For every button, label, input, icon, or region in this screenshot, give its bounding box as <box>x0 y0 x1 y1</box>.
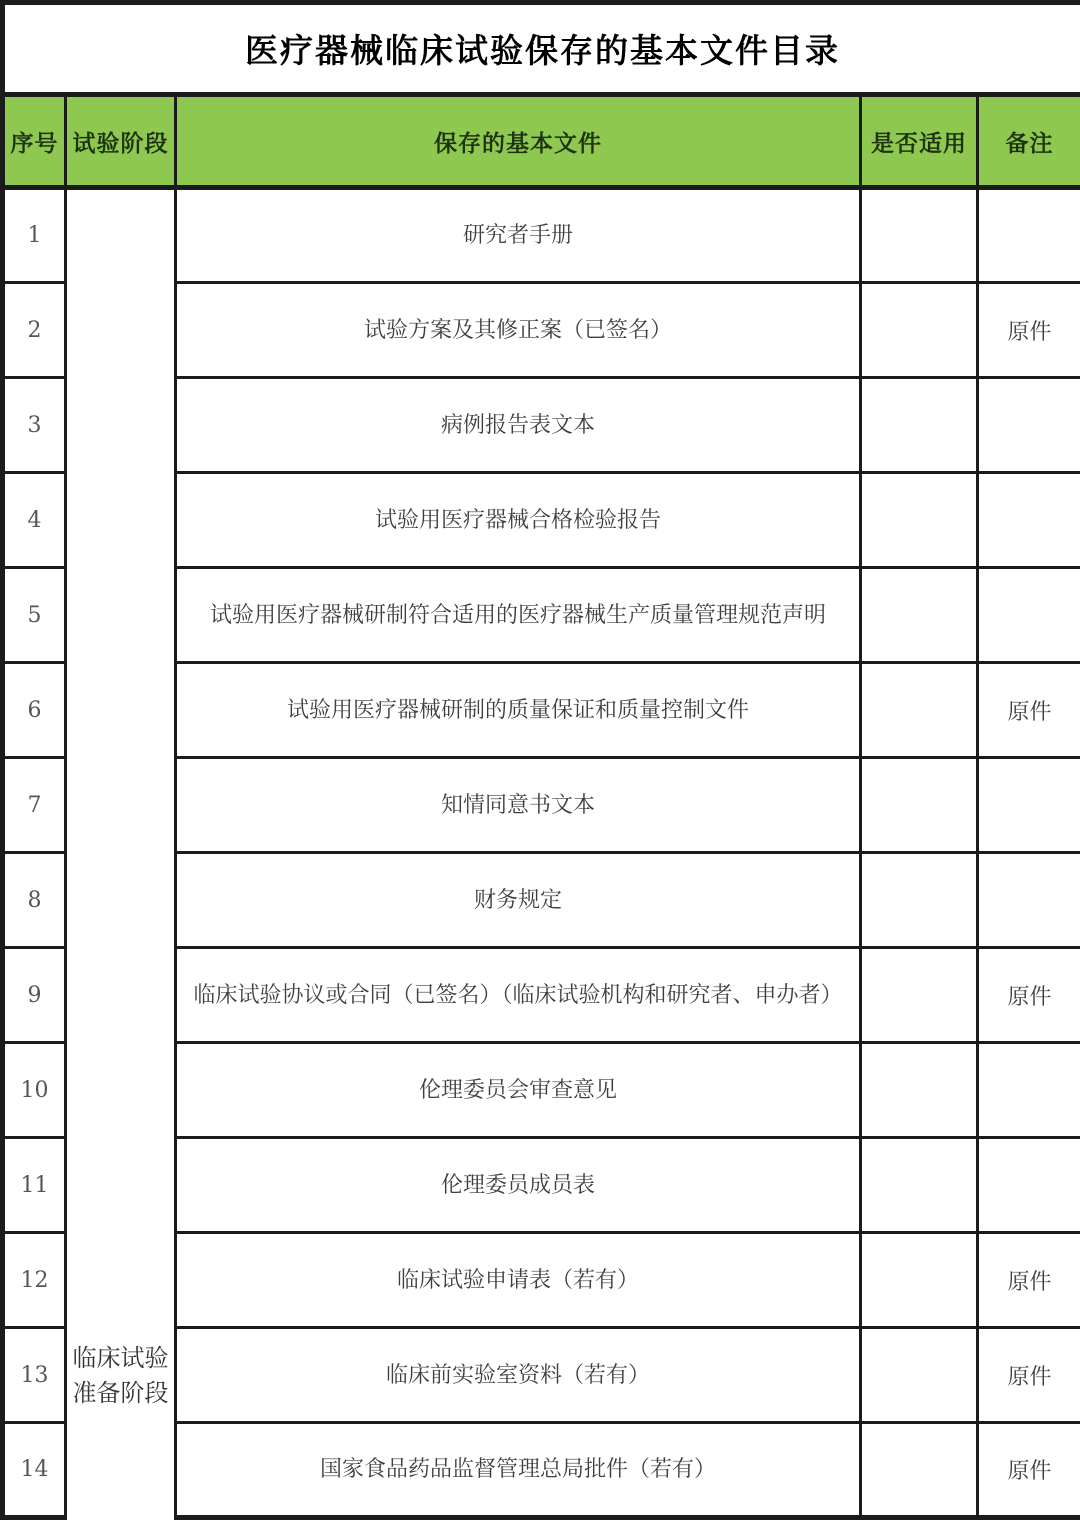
row-number: 13 <box>3 1328 66 1423</box>
applicable-cell <box>861 948 978 1043</box>
document-name-cell: 临床试验申请表（若有） <box>176 1233 861 1328</box>
document-name-cell: 财务规定 <box>176 853 861 948</box>
note-cell <box>978 473 1080 568</box>
row-number: 4 <box>3 473 66 568</box>
row-number: 10 <box>3 1043 66 1138</box>
note-cell: 原件 <box>978 283 1080 378</box>
row-number: 7 <box>3 758 66 853</box>
col-header-note: 备注 <box>978 95 1080 188</box>
note-cell <box>978 568 1080 663</box>
document-name-cell: 伦理委员会审查意见 <box>176 1043 861 1138</box>
note-cell: 原件 <box>978 1233 1080 1328</box>
note-cell <box>978 1043 1080 1138</box>
table-body <box>3 188 1080 1518</box>
row-number: 8 <box>3 853 66 948</box>
applicable-cell <box>861 378 978 473</box>
col-header-applicable: 是否适用 <box>861 95 978 188</box>
applicable-cell <box>861 1423 978 1518</box>
applicable-cell <box>861 758 978 853</box>
applicable-cell <box>861 473 978 568</box>
applicable-cell <box>861 188 978 283</box>
note-cell <box>978 853 1080 948</box>
document-name-cell: 研究者手册 <box>176 188 861 283</box>
document-name-cell: 试验用医疗器械研制符合适用的医疗器械生产质量管理规范声明 <box>176 568 861 663</box>
col-header-phase: 试验阶段 <box>66 95 176 188</box>
row-number: 12 <box>3 1233 66 1328</box>
row-number: 3 <box>3 378 66 473</box>
applicable-cell <box>861 663 978 758</box>
note-cell <box>978 378 1080 473</box>
page-title: 医疗器械临床试验保存的基本文件目录 <box>3 3 1080 95</box>
row-number: 6 <box>3 663 66 758</box>
note-cell: 原件 <box>978 1328 1080 1423</box>
title-row <box>3 3 1080 95</box>
table-row <box>3 188 1080 283</box>
applicable-cell <box>861 283 978 378</box>
applicable-cell <box>861 568 978 663</box>
note-cell <box>978 1138 1080 1233</box>
document-name-cell: 试验用医疗器械研制的质量保证和质量控制文件 <box>176 663 861 758</box>
applicable-cell <box>861 1233 978 1328</box>
document-name-cell: 病例报告表文本 <box>176 378 861 473</box>
note-cell <box>978 758 1080 853</box>
applicable-cell <box>861 1138 978 1233</box>
note-cell: 原件 <box>978 948 1080 1043</box>
applicable-cell <box>861 853 978 948</box>
col-header-document: 保存的基本文件 <box>176 95 861 188</box>
col-header-no: 序号 <box>3 95 66 188</box>
document-name-cell: 临床前实验室资料（若有） <box>176 1328 861 1423</box>
note-cell: 原件 <box>978 663 1080 758</box>
document-name-cell: 临床试验协议或合同（已签名）（临床试验机构和研究者、申办者） <box>176 948 861 1043</box>
note-cell <box>978 188 1080 283</box>
document-name-cell: 知情同意书文本 <box>176 758 861 853</box>
row-number: 2 <box>3 283 66 378</box>
row-number: 11 <box>3 1138 66 1233</box>
document-name-cell: 试验方案及其修正案（已签名） <box>176 283 861 378</box>
applicable-cell <box>861 1043 978 1138</box>
row-number: 9 <box>3 948 66 1043</box>
row-number: 14 <box>3 1423 66 1518</box>
table-header-row <box>3 95 1080 188</box>
document-name-cell: 伦理委员成员表 <box>176 1138 861 1233</box>
note-cell: 原件 <box>978 1423 1080 1518</box>
row-number: 1 <box>3 188 66 283</box>
phase-label: 临床试验准备阶段 <box>72 1344 169 1407</box>
phase-cell <box>66 188 176 1518</box>
row-number: 5 <box>3 568 66 663</box>
document-name-cell: 试验用医疗器械合格检验报告 <box>176 473 861 568</box>
document-name-cell: 国家食品药品监督管理总局批件（若有） <box>176 1423 861 1518</box>
applicable-cell <box>861 1328 978 1423</box>
